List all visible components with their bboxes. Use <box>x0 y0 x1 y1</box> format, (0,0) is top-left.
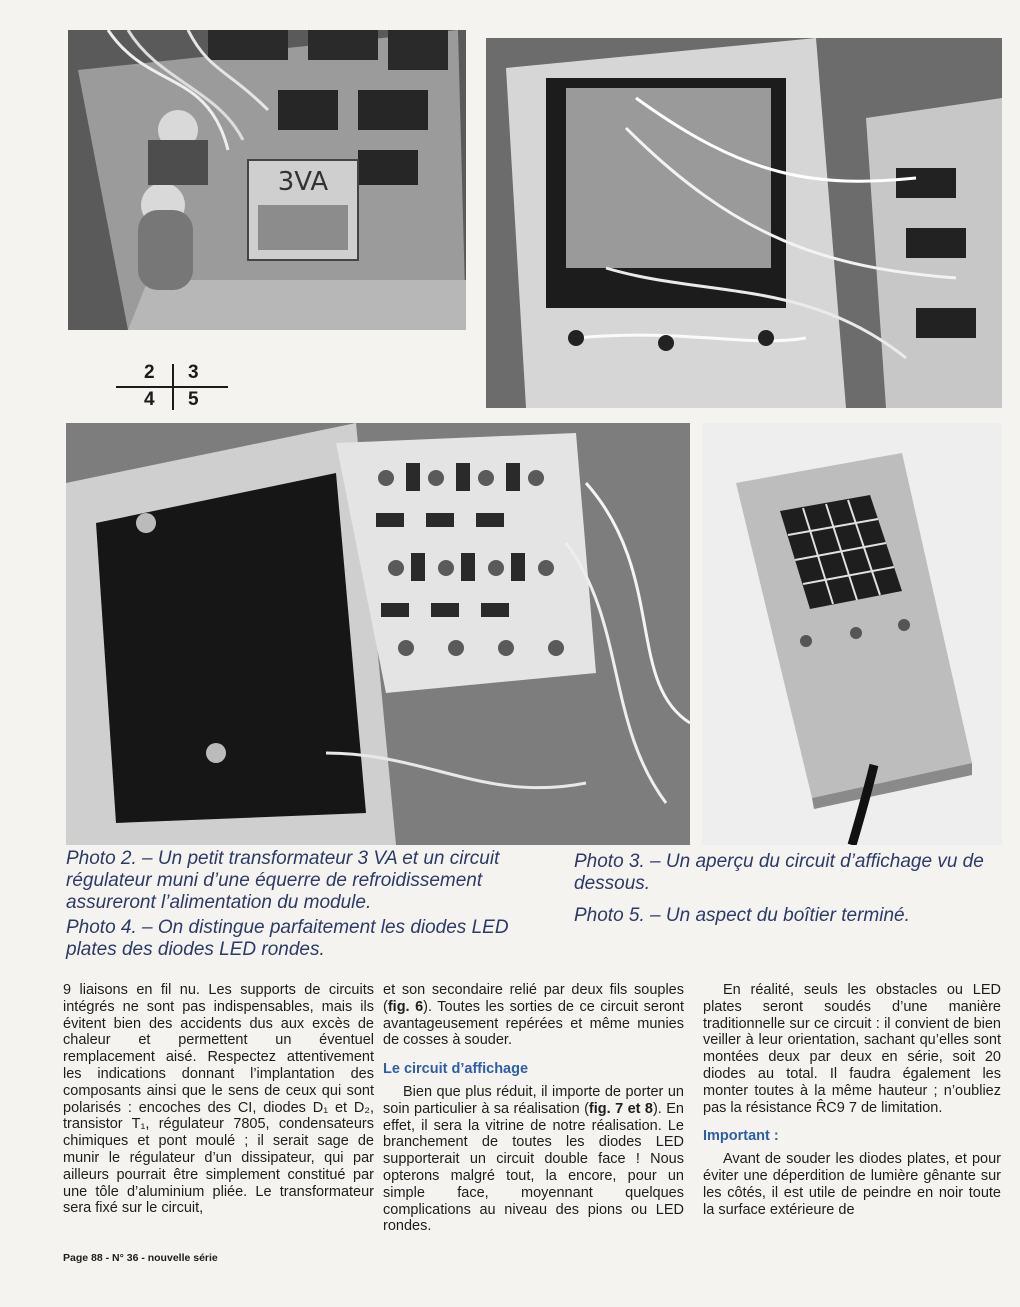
key-bottom-right: 5 <box>188 389 199 410</box>
text-column-2 <box>383 982 684 1235</box>
photo-4-image <box>66 423 690 845</box>
caption-photo-2: Photo 2. – Un petit transformateur 3 VA et un circuit régulateur muni d’une équerre de refroidissement assureront l’alimentation du module. <box>66 848 500 913</box>
caption-right <box>574 851 1004 930</box>
key-divider-vertical <box>172 364 174 410</box>
page-footer: Page 88 - N° 36 - nouvelle série <box>63 1252 218 1264</box>
column-2-p2-ref: fig. 7 et 8 <box>588 1100 653 1117</box>
photo-2-board-label: 3VA <box>277 167 329 197</box>
column-2-heading: Le circuit d’affichage <box>383 1061 529 1078</box>
caption-photo-4: Photo 4. – On distingue parfaitement les diodes LED plates des diodes LED rondes. <box>66 917 509 960</box>
column-2-p2-start: Bien que plus réduit, il importe de porter un soin particulier à sa réalisation ( <box>383 1083 684 1117</box>
photo-5-finished-case <box>702 423 1002 845</box>
key-bottom-left: 4 <box>144 389 155 410</box>
text-column-1 <box>63 982 374 1217</box>
column-2-paragraph-1 <box>383 982 684 1049</box>
caption-photo-5: Photo 5. – Un aspect du boîtier terminé. <box>574 905 910 926</box>
column-2-p1-ref: fig. 6 <box>387 998 424 1015</box>
column-2-p1-start: et son secondaire relié par deux fils souples ( <box>383 982 684 1015</box>
photo-5-image <box>702 423 1002 845</box>
caption-left <box>66 848 536 964</box>
key-top-left: 2 <box>144 362 155 383</box>
photo-2-image <box>68 30 466 330</box>
photo-4-led-board <box>66 423 690 845</box>
photo-layout-key <box>116 362 228 412</box>
column-3-paragraph-2: Avant de souder les diodes plates, et pour éviter une déperdition de lumière gênante sur les côtés, il est utile de peindre en noir toute la surface extérieure de <box>703 1151 1001 1218</box>
key-top-right: 3 <box>188 362 199 383</box>
column-2-p1-end: ). Toutes les sorties de ce circuit seront avantageusement repérées et même munies de cosses à souder. <box>383 998 684 1049</box>
column-3-heading: Important : <box>703 1128 779 1145</box>
column-2-paragraph-2 <box>383 1084 684 1235</box>
column-2-p2-end: ). En effet, il sera la vitrine de notre réalisation. Le branchement de toutes les diodes LED supporterait un circuit double face ! Nous opterons malgré tout, la encore, pour un simple face, moyennant quelques complications au niveau des pions ou LED rondes. <box>383 1100 684 1235</box>
column-1-paragraph: 9 liaisons en fil nu. Les supports de circuits intégrés ne sont pas indispensables, mais ils évitent bien des accidents dus aux excès de chaleur et permettent un éventuel remplacement aisé. Respectez attentivement les indications donnant l’implantation des composants ainsi que le sens de ceux qui sont polarisés : encoches des CI, diodes D₁ et D₂, transistor T₁, régulateur 7805, condensateurs chimiques et pont moulé ; il serait sage de munir le régulateur d’un dissipateur, qui par ailleurs pourrait être simplement constitué par une tôle d’aluminium pliée. Le transformateur sera fixé sur le circuit, <box>63 982 374 1217</box>
photo-2-transformer <box>68 30 466 330</box>
text-column-3 <box>703 982 1001 1218</box>
caption-photo-3: Photo 3. – Un aperçu du circuit d’affichage vu de dessous. <box>574 851 984 894</box>
photo-3-display-circuit <box>486 38 1002 408</box>
photo-3-image <box>486 38 1002 408</box>
column-3-paragraph-1: En réalité, seuls les obstacles ou LED plates seront soudés d’une manière traditionnelle sur ce circuit : il convient de bien veiller à leur orientation, sachant qu’elles sont montées deux par deux en série, soit 20 diodes au total. Il faudra également les monter toutes à la même hauteur ; n’oubliez pas la résistance R̂C9 7 de limitation. <box>703 982 1001 1116</box>
